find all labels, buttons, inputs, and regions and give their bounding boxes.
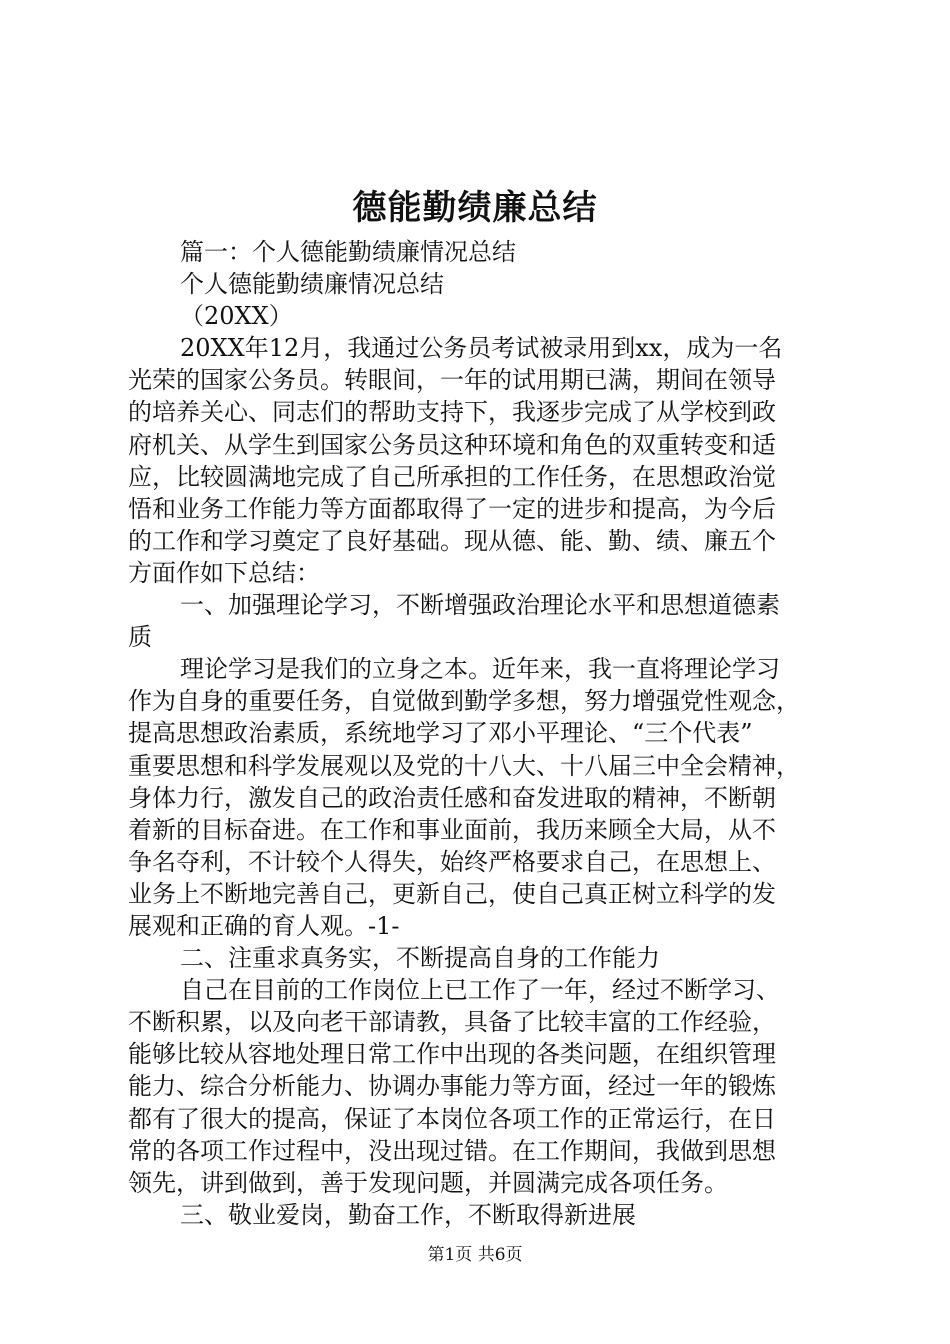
- text-line: 身体力行，激发自己的政治责任感和奋发进取的精神，不断朝: [128, 783, 776, 812]
- text-line: 能够比较从容地处理日常工作中出现的各类问题，在组织管理: [128, 1040, 776, 1069]
- text-line: 能力、综合分析能力、协调办事能力等方面，经过一年的锻炼: [128, 1072, 776, 1101]
- page-footer: 第1页 共6页: [427, 1245, 523, 1265]
- text-line: 光荣的国家公务员。转眼间，一年的试用期已满，期间在领导: [128, 366, 776, 395]
- text-line: 个人德能勤绩廉情况总结: [180, 270, 444, 299]
- text-line: 府机关、从学生到国家公务员这种环境和角色的双重转变和适: [128, 430, 776, 459]
- text-line: 质: [128, 623, 152, 652]
- text-line: 应，比较圆满地完成了自己所承担的工作任务，在思想政治觉: [128, 462, 776, 491]
- document-title: 德能勤绩廉总结: [352, 188, 598, 228]
- text-line: 常的各项工作过程中，没出现过错。在工作期间，我做到思想: [128, 1136, 776, 1165]
- text-line: 的工作和学习奠定了良好基础。现从德、能、勤、绩、廉五个: [128, 526, 776, 555]
- text-line: 的培养关心、同志们的帮助支持下，我逐步完成了从学校到政: [128, 398, 776, 427]
- text-line: 一、加强理论学习，不断增强政治理论水平和思想道德素: [180, 591, 780, 620]
- text-line: 理论学习是我们的立身之本。近年来，我一直将理论学习: [180, 655, 780, 684]
- text-line: 争名夺利，不计较个人得失，始终严格要求自己，在思想上、: [128, 847, 776, 876]
- document-body: [128, 236, 828, 1231]
- text-line: 不断积累，以及向老干部请教，具备了比较丰富的工作经验，: [128, 1008, 776, 1037]
- text-line: 重要思想和科学发展观以及党的十八大、十八届三中全会精神，: [128, 751, 800, 780]
- text-line: 都有了很大的提高，保证了本岗位各项工作的正常运行，在日: [128, 1104, 776, 1133]
- text-line: 方面作如下总结：: [128, 558, 320, 587]
- text-line: 20XX年12月，我通过公务员考试被录用到xx，成为一名: [180, 334, 783, 363]
- text-line: 提高思想政治素质，系统地学习了邓小平理论、“三个代表”: [128, 719, 753, 748]
- text-line: 自己在目前的工作岗位上已工作了一年，经过不断学习、: [180, 976, 780, 1005]
- text-line: 领先，讲到做到，善于发现问题，并圆满完成各项任务。: [128, 1168, 728, 1197]
- text-line: 展观和正确的育人观。-1-: [128, 911, 400, 940]
- text-line: 二、注重求真务实，不断提高自身的工作能力: [180, 944, 660, 973]
- text-line: 着新的目标奋进。在工作和事业面前，我历来顾全大局，从不: [128, 815, 776, 844]
- text-line: 篇一：个人德能勤绩廉情况总结: [180, 238, 516, 266]
- text-line: 作为自身的重要任务，自觉做到勤学多想，努力增强党性观念，: [128, 687, 800, 716]
- text-line: 三、敬业爱岗，勤奋工作，不断取得新进展: [180, 1200, 636, 1229]
- text-line: 悟和业务工作能力等方面都取得了一定的进步和提高，为今后: [128, 494, 776, 523]
- text-line: 业务上不断地完善自己，更新自己，使自己真正树立科学的发: [128, 879, 776, 908]
- text-line: （20XX）: [180, 302, 293, 331]
